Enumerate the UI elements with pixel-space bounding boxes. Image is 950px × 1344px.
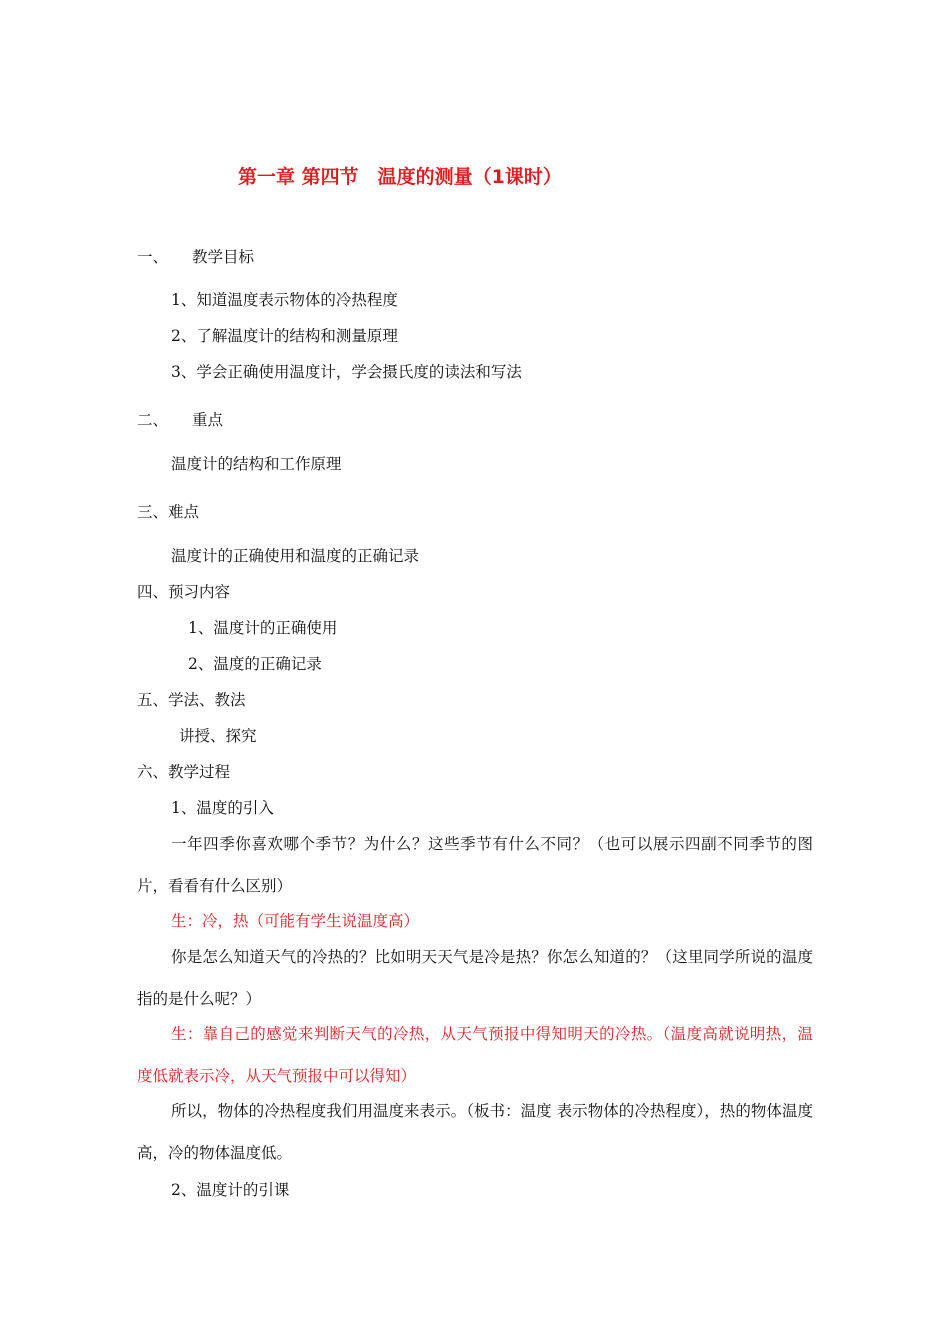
process-sub-1: 1、温度的引入 [171,799,274,817]
section-6-heading: 六、教学过程 [137,763,231,781]
process-sub-2: 2、温度计的引课 [171,1181,290,1199]
section-2-title: 重点 [192,411,224,429]
objective-item-1: 1、知道温度表示物体的冷热程度 [171,291,398,309]
paragraph-2: 你是怎么知道天气的冷热的？比如明天天气是冷是热？你怎么知道的？（这里同学所说的温度指的是什么呢？） [137,948,813,1008]
student-answer-1: 生：冷，热（可能有学生说温度高） [171,912,420,930]
paragraph-3: 所以，物体的冷热程度我们用温度来表示。（板书：温度 表示物体的冷热程度），热的物体温度高，冷的物体温度低。 [137,1102,813,1162]
objective-item-3: 3、学会正确使用温度计，学会摄氏度的读法和写法 [171,363,522,381]
section-2-number: 二、 [137,411,169,429]
section-5-heading: 五、学法、教法 [137,691,246,709]
page-title: 第一章 第四节 温度的测量（1课时） [238,166,562,188]
paragraph-1: 一年四季你喜欢哪个季节？为什么？这些季节有什么不同？（也可以展示四副不同季节的图片，看看有什么区别） [137,835,813,895]
preview-item-2: 2、温度的正确记录 [188,655,322,673]
student-answer-2: 生：靠自己的感觉来判断天气的冷热，从天气预报中得知明天的冷热。（温度高就说明热，温度低就表示冷，从天气预报中可以得知） [137,1025,813,1085]
preview-item-1: 1、温度计的正确使用 [188,619,338,637]
section-3-heading: 三、难点 [137,503,200,521]
key-point-text: 温度计的结构和工作原理 [171,455,342,473]
section-1-number: 一、 [137,248,169,266]
section-2-heading [137,410,223,430]
section-1-title: 教学目标 [192,248,255,266]
objective-item-2: 2、了解温度计的结构和测量原理 [171,327,398,345]
difficulty-text: 温度计的正确使用和温度的正确记录 [171,547,420,565]
section-1-heading [137,247,254,267]
methods-text: 讲授、探究 [179,727,257,745]
section-4-heading: 四、预习内容 [137,583,231,601]
